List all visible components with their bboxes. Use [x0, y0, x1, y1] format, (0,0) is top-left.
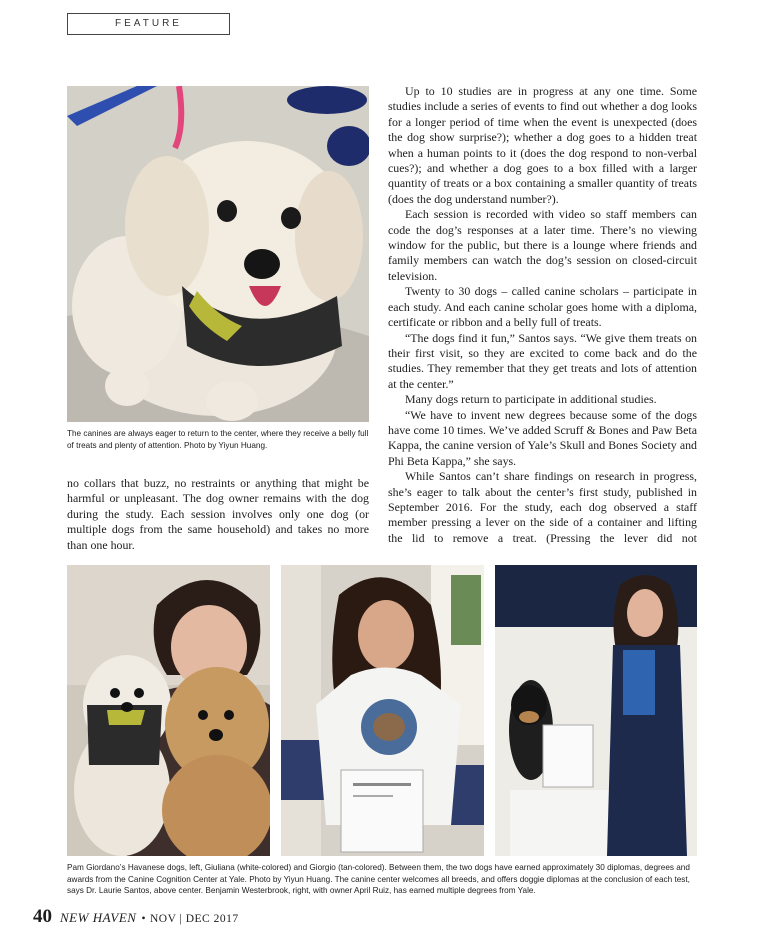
photo-giordano-dogs [67, 565, 270, 856]
publication-name: NEW HAVEN [60, 910, 137, 925]
photo-caption-top: The canines are always eager to return to the center, where they receive a belly full of treats and plenty of attention. Photo by Yiyun Huang. [67, 429, 369, 450]
article-column-right [388, 84, 697, 546]
photo-westerbrook-ruiz [495, 565, 697, 856]
article-column-left [67, 476, 369, 553]
issue-date: NOV | DEC 2017 [149, 913, 239, 925]
paragraph: “The dogs find it fun,” Santos says. “We give them treats on their first visit, so they are excited to come back and do the studies. They remember that they get treats and lots of attention at the center.” [388, 330, 697, 391]
paragraph: “We have to invent new degrees because some of the dogs have come 10 times. We’ve added Scruff & Bones and Paw Beta Kappa, the canine version of Yale’s Skull and Bones Society and Phi Beta Kappa,” she says. [388, 407, 697, 468]
paragraph: While Santos can’t share findings on research in progress, she’s eager to talk about the center’s first study, published in September 2016. For the study, each dog observed a staff member pressing a lever on the side of a container and lifting the lid to remove a treat. (Pressing the lever did not [388, 469, 697, 545]
paragraph: no collars that buzz, no restraints or anything that might be harmful or unpleasant. The dog owner remains with the dog during the study. Each session involves only one dog (or multiple dogs from the same household) and takes no more than one hour. [67, 476, 369, 552]
paragraph: Each session is recorded with video so staff members can code the dog’s responses at a later time. There’s no viewing window for the public, but there is a lounge where friends and family members can watch the dog’s session on closed-circuit television. [388, 207, 697, 283]
paragraph: Twenty to 30 dogs – called canine scholars – participate in each study. And each canine scholar goes home with a diploma, certificate or ribbon and a belly full of treats. [388, 284, 697, 330]
footer-separator: • [141, 913, 146, 925]
paragraph: Up to 10 studies are in progress at any one time. Some studies include a series of events to find out whether a dog looks for a longer period of time when the event is unexpected (does the dog show surprise?); whether a dog goes to a hidden treat when a human points to it (does the dog respond to non-verbal cues?); and whether a dog goes to a box filled with a larger quantity of treats or a box containing a smaller quantity of treats (does the dog understand number?). [388, 84, 697, 206]
page-number: 40 [33, 906, 52, 927]
photo-white-dog [67, 86, 369, 422]
section-label: FEATURE [67, 13, 230, 35]
paragraph: Many dogs return to participate in additional studies. [405, 392, 657, 407]
photo-caption-bottom: Pam Giordano’s Havanese dogs, left, Giuliana (white-colored) and Giorgio (tan-colored). Between them, the two dogs have earned approximately 30 diplomas, degrees and awards from the Canine Cognition Center at Yale. Photo by Yiyun Huang. The canine center welcomes all breeds, and offers doggie diplomas at the conclusion of each test, says Dr. Laurie Santos, above center. Benjamin Westerbrook, right, with owner April Ruiz, has earned multiple degrees from Yale. [67, 863, 690, 895]
photo-laurie-santos [281, 565, 484, 856]
page-footer [33, 906, 239, 928]
